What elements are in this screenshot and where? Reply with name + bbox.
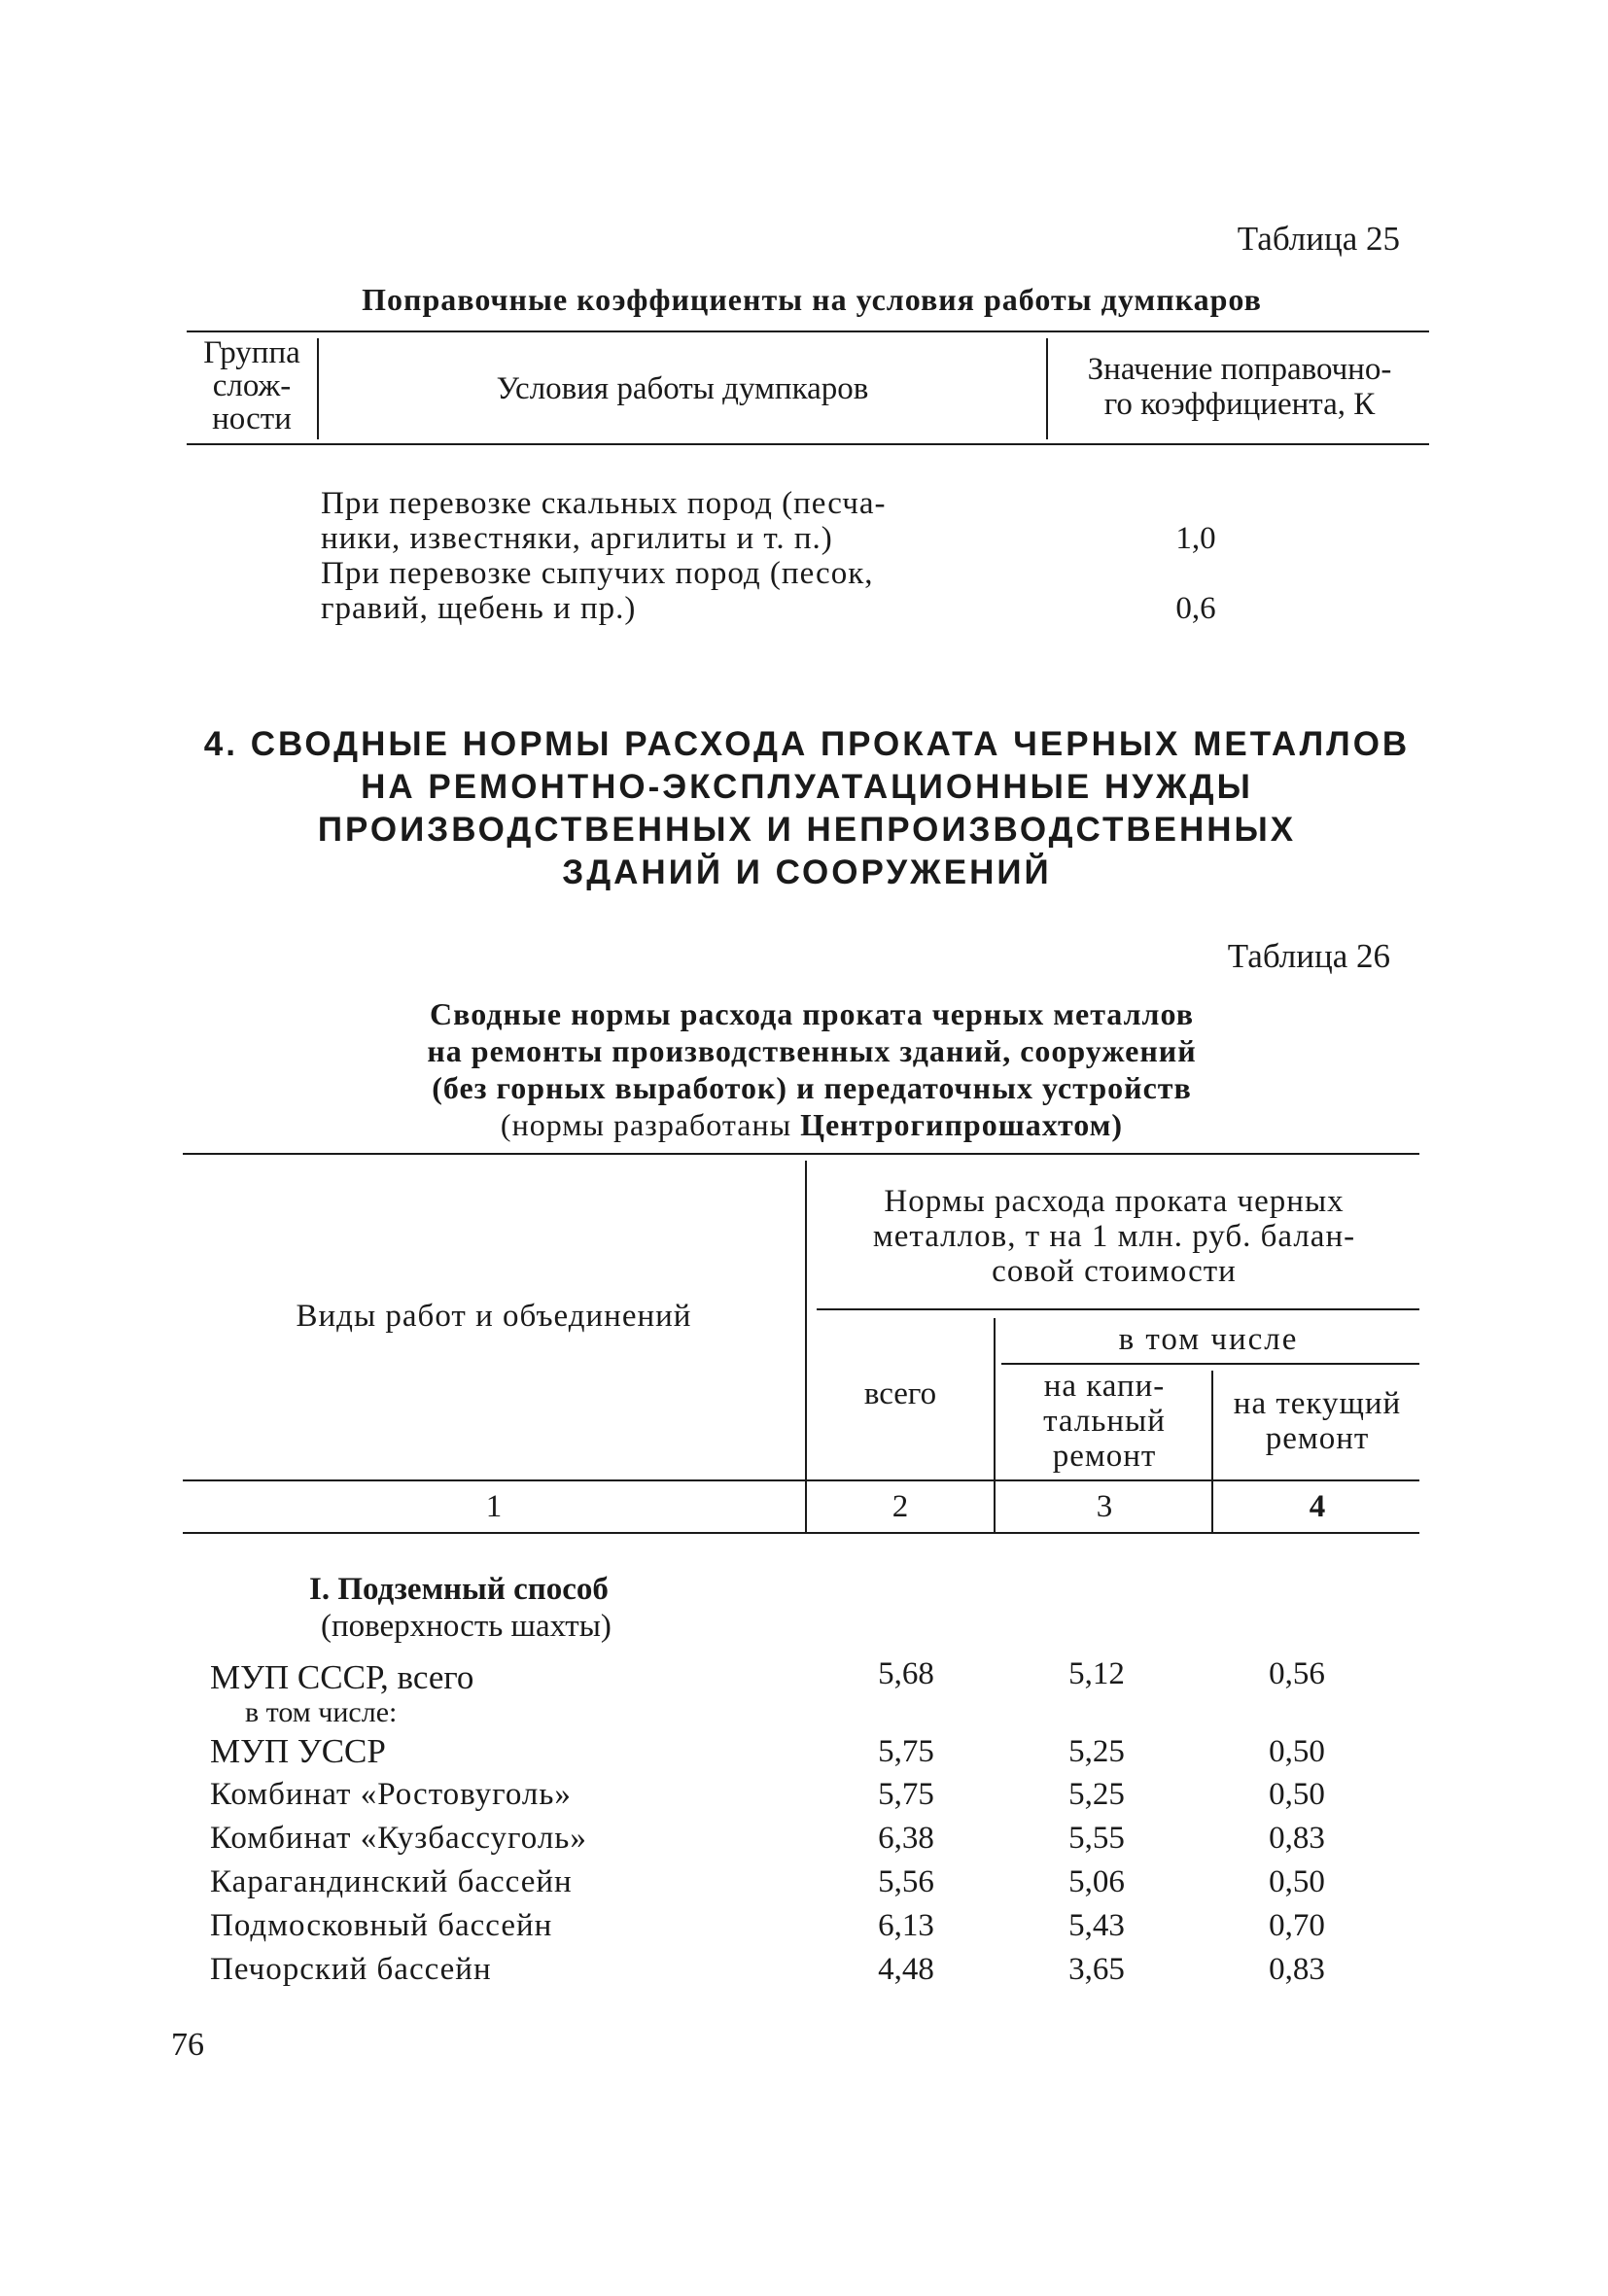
table-26-title: Сводные нормы расхода проката черных металлов на ремонты производственных зданий, сооружений (без горных выработок) и передаточных устройств (нормы разработаны Центрогипрошахтом)	[427, 996, 1197, 1142]
table-row-total: 5,68	[878, 1656, 934, 1691]
table-row-name: в том числе:	[245, 1696, 398, 1728]
table-26-top-rule	[183, 1153, 1419, 1155]
table-26-numbers-rule	[183, 1532, 1419, 1534]
table-25-row-2: При перевозке сыпучих пород (песок, гравий, щебень и пр.)	[321, 556, 874, 626]
table-row-current: 0,56	[1269, 1656, 1325, 1691]
table-25-col1-header: Группа слож- ности	[203, 335, 300, 436]
table-row-current: 0,70	[1269, 1908, 1325, 1943]
section-4-heading: 4. СВОДНЫЕ НОРМЫ РАСХОДА ПРОКАТА ЧЕРНЫХ МЕТАЛЛОВ НА РЕМОНТНО-ЭКСПЛУАТАЦИОННЫЕ НУЖДЫ ПРОИЗВОДСТВЕННЫХ И НЕПРОИЗВОДСТВЕННЫХ ЗДАНИЙ И СООРУЖЕНИЙ	[203, 725, 1411, 891]
table-row-total: 5,75	[878, 1734, 934, 1769]
table-row-name: МУП УССР	[210, 1732, 386, 1770]
table-row-total: 6,13	[878, 1908, 934, 1943]
table-26-col-number-2: 2	[891, 1489, 909, 1524]
table-row-name: Комбинат «Ростовуголь»	[210, 1777, 572, 1812]
table-row-capital: 5,25	[1068, 1734, 1125, 1769]
table-25-col3-header: Значение поправочно- го коэффициента, К	[1087, 352, 1392, 422]
table-26-col-number-4: 4	[1309, 1489, 1326, 1524]
table-26-capital-header: на капи- тальный ремонт	[1043, 1369, 1166, 1474]
table-26-header-rule	[183, 1479, 1419, 1481]
table-26-current-header: на текущий ремонт	[1233, 1386, 1402, 1456]
table-25-title: Поправочные коэффициенты на условия работы думпкаров	[362, 282, 1262, 317]
table-26-incl-rule	[1001, 1363, 1419, 1365]
table-25-col2-header: Условия работы думпкаров	[496, 371, 869, 406]
table-26-col-number-1: 1	[485, 1489, 503, 1524]
table-26-norms-header: Нормы расхода проката черных металлов, т на 1 млн. руб. балан- совой стоимости	[872, 1184, 1356, 1289]
table-26-col-number-3: 3	[1096, 1489, 1113, 1524]
table-row-current: 0,50	[1269, 1734, 1325, 1769]
table-25-row-1: При перевозке скальных пород (песча- ники, известняки, аргилиты и т. п.)	[321, 486, 887, 556]
table-26-label: Таблица 26	[1227, 937, 1390, 975]
table-row-current: 0,83	[1269, 1821, 1325, 1856]
table-25-header-rule	[187, 443, 1429, 445]
table-25-label: Таблица 25	[1237, 220, 1400, 258]
table-row-capital: 5,06	[1068, 1864, 1125, 1899]
table-26-col-divider-2	[994, 1318, 996, 1532]
table-row-name: МУП СССР, всего	[210, 1658, 474, 1696]
table-row-capital: 5,43	[1068, 1908, 1125, 1943]
table-row-total: 4,48	[878, 1952, 934, 1987]
table-row-total: 6,38	[878, 1821, 934, 1856]
table-25-col-divider-1	[317, 338, 319, 439]
table-row-total: 5,56	[878, 1864, 934, 1899]
table-26-col-divider-3	[1211, 1371, 1213, 1532]
table-25-row-2-value: 0,6	[1175, 591, 1216, 626]
table-25-col-divider-2	[1046, 338, 1048, 439]
table-row-current: 0,83	[1269, 1952, 1325, 1987]
table-26-total-header: всего	[863, 1376, 937, 1411]
table-26-col-divider-main	[805, 1161, 807, 1532]
table-25-row-1-value: 1,0	[1175, 521, 1216, 556]
table-row-capital: 3,65	[1068, 1952, 1125, 1987]
table-row-current: 0,50	[1269, 1777, 1325, 1812]
table-row-capital: 5,12	[1068, 1656, 1125, 1691]
table-row-total: 5,75	[878, 1777, 934, 1812]
table-26-col1-header: Виды работ и объединений	[296, 1299, 692, 1334]
table-26-norms-rule	[817, 1308, 1419, 1310]
table-row-capital: 5,55	[1068, 1821, 1125, 1856]
table-row-name: Подмосковный бассейн	[210, 1908, 553, 1943]
table-row-current: 0,50	[1269, 1864, 1325, 1899]
table-26-incl-header: в том числе	[1118, 1322, 1299, 1357]
table-25-top-rule	[187, 330, 1429, 332]
table-row-name: Печорский бассейн	[210, 1952, 492, 1987]
page-number: 76	[171, 2027, 204, 2063]
table-row-capital: 5,25	[1068, 1777, 1125, 1812]
table-row-name: Карагандинский бассейн	[210, 1864, 573, 1899]
table-row-name: Комбинат «Кузбассуголь»	[210, 1821, 587, 1856]
table-26-section-title: I. Подземный способ (поверхность шахты)	[309, 1572, 612, 1644]
